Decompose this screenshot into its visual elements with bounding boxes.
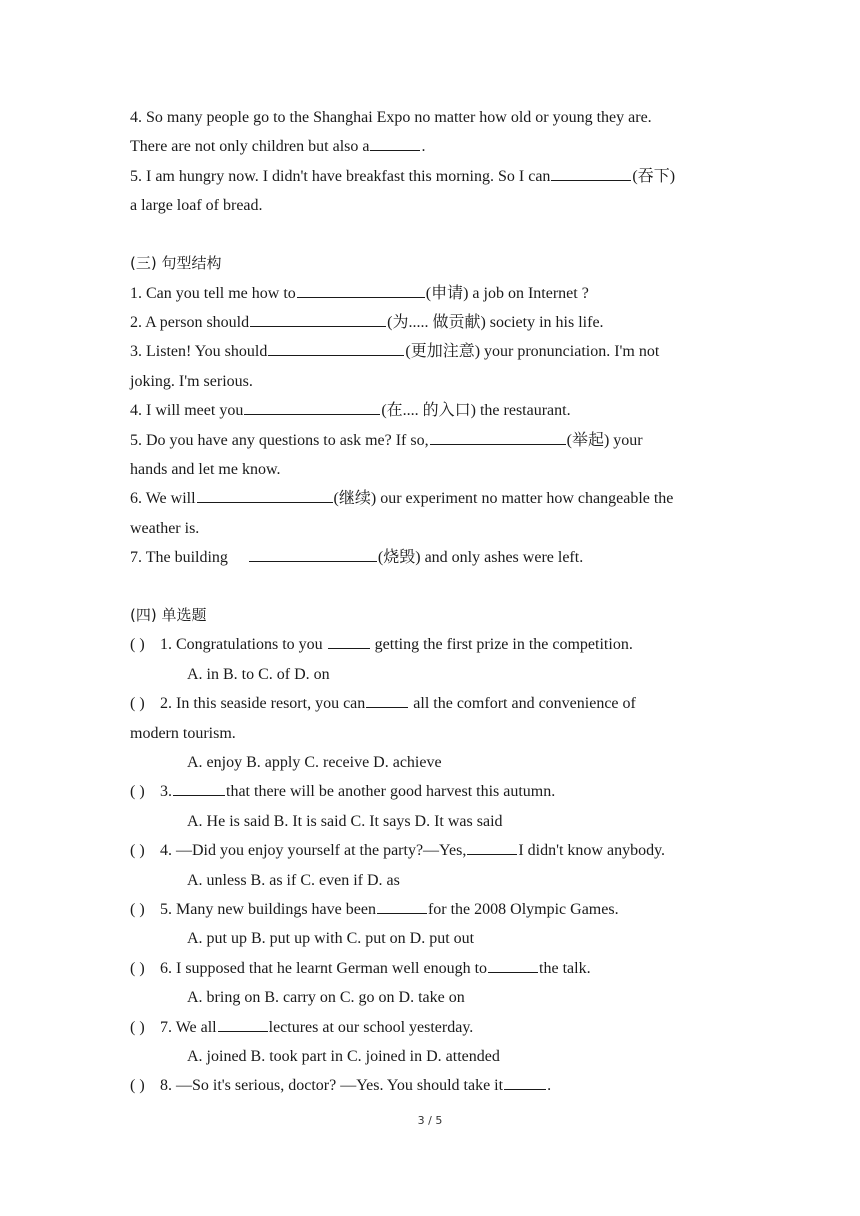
answer-blank[interactable] — [249, 546, 377, 562]
question-text: 5. Many new buildings have been — [160, 900, 376, 918]
page-number: 3 / 5 — [417, 1114, 443, 1127]
question-text: the talk. — [539, 959, 591, 977]
question-text: (烧毁) and only ashes were left. — [377, 549, 584, 567]
question-text: (举起) your — [566, 431, 643, 449]
mc-options-4: A. unless B. as if C. even if D. as — [187, 871, 400, 889]
question-text: 5. Do you have any questions to ask me? If so, — [130, 431, 429, 449]
section-4-heading: (四) 单选题 — [130, 606, 207, 625]
answer-blank[interactable] — [297, 282, 425, 298]
question-4-line-2 — [130, 132, 730, 161]
question-text: (在.... 的入口) the restaurant. — [381, 402, 571, 420]
answer-blank[interactable] — [173, 780, 225, 796]
question-text: joking. I'm serious. — [130, 372, 253, 390]
question-text: all the comfort and convenience of — [413, 695, 636, 713]
question-text: 2. In this seaside resort, you can — [160, 695, 366, 713]
answer-parentheses[interactable]: ( ) — [130, 1077, 145, 1095]
s3-question-5 — [130, 426, 730, 455]
answer-parentheses[interactable]: ( ) — [130, 695, 145, 713]
question-text: 4. I will meet you — [130, 402, 244, 420]
mc-options-5: A. put up B. put up with C. put on D. put out — [187, 930, 475, 948]
answer-blank[interactable] — [377, 898, 427, 914]
answer-parentheses[interactable]: ( ) — [130, 959, 145, 977]
mc-question-8 — [130, 1071, 730, 1100]
section-3-heading: (三) 句型结构 — [130, 254, 222, 273]
question-text: 1. Can you tell me how to — [130, 284, 296, 302]
question-hint: (吞下) — [632, 167, 676, 185]
question-text: 2. A person should — [130, 313, 250, 331]
question-text: 6. We will — [130, 490, 196, 508]
question-text: 6. I supposed that he learnt German well enough to — [160, 959, 488, 977]
answer-parentheses[interactable]: ( ) — [130, 1018, 145, 1036]
mc-question-4 — [130, 836, 730, 865]
s3-question-6-line-2 — [130, 514, 730, 543]
question-text: 7. We all — [160, 1018, 217, 1036]
question-text: (申请) a job on Internet ? — [425, 284, 589, 302]
mc-question-3 — [130, 777, 730, 806]
question-text: (继续) our experiment no matter how changeable the — [333, 490, 674, 508]
answer-blank[interactable] — [551, 165, 631, 181]
answer-blank[interactable] — [197, 487, 333, 503]
question-4-line-1 — [130, 103, 730, 132]
s3-question-3 — [130, 337, 730, 366]
answer-blank[interactable] — [370, 135, 420, 151]
s3-question-6 — [130, 484, 730, 513]
question-text: 5. I am hungry now. I didn't have breakfast this morning. So I can — [130, 167, 551, 185]
question-text: for the 2008 Olympic Games. — [427, 900, 619, 918]
question-text: weather is. — [130, 519, 200, 537]
answer-blank[interactable] — [244, 399, 380, 415]
question-text: getting the first prize in the competition. — [374, 636, 633, 654]
answer-parentheses[interactable]: ( ) — [130, 842, 145, 860]
s3-question-2 — [130, 308, 730, 337]
mc-question-5 — [130, 895, 730, 924]
question-5-line-2 — [130, 191, 730, 220]
answer-blank[interactable] — [250, 311, 386, 327]
s3-question-1 — [130, 279, 730, 308]
s3-question-7 — [130, 543, 730, 572]
question-text: lectures at our school yesterday. — [268, 1018, 474, 1036]
question-text: a large loaf of bread. — [130, 197, 263, 215]
answer-blank[interactable] — [504, 1074, 546, 1090]
s3-question-3-line-2 — [130, 367, 730, 396]
mc-question-7 — [130, 1013, 730, 1042]
mc-options-7: A. joined B. took part in C. joined in D. attended — [187, 1047, 500, 1065]
question-text: 4. —Did you enjoy yourself at the party?—Yes, — [160, 842, 467, 860]
mc-options-6: A. bring on B. carry on C. go on D. take on — [187, 989, 465, 1007]
question-text: 8. —So it's serious, doctor? —Yes. You should take it — [160, 1077, 504, 1095]
question-text: 1. Congratulations to you — [160, 636, 323, 654]
question-text: (为..... 做贡献) society in his life. — [387, 313, 604, 331]
mc-options-2: A. enjoy B. apply C. receive D. achieve — [187, 754, 442, 771]
question-text: that there will be another good harvest this autumn. — [226, 783, 556, 801]
question-text: (更加注意) your pronunciation. I'm not — [405, 343, 660, 361]
question-text: . — [547, 1077, 552, 1095]
mc-options-3: A. He is said B. It is said C. It says D. It was said — [187, 812, 503, 830]
answer-blank[interactable] — [328, 633, 370, 649]
answer-blank[interactable] — [268, 340, 404, 356]
answer-parentheses[interactable]: ( ) — [130, 900, 145, 918]
question-text: hands and let me know. — [130, 460, 281, 478]
question-text: 4. So many people go to the Shanghai Expo no matter how old or young they are. — [130, 109, 652, 126]
document-body — [130, 103, 730, 1101]
question-5-line-1 — [130, 162, 730, 191]
answer-parentheses[interactable]: ( ) — [130, 783, 145, 801]
question-text: There are not only children but also a — [130, 138, 370, 156]
answer-blank[interactable] — [218, 1016, 268, 1032]
mc-question-2-line-2: modern tourism. — [130, 724, 236, 742]
mc-question-2 — [130, 689, 730, 718]
answer-blank[interactable] — [467, 839, 517, 855]
answer-blank[interactable] — [366, 692, 408, 708]
answer-parentheses[interactable]: ( ) — [130, 636, 145, 654]
question-text: I didn't know anybody. — [518, 842, 666, 860]
answer-blank[interactable] — [430, 429, 566, 445]
question-text: 3. — [160, 783, 172, 801]
mc-question-1 — [130, 630, 730, 659]
question-text: 7. The building — [130, 549, 228, 567]
s3-question-5-line-2 — [130, 455, 730, 484]
answer-blank[interactable] — [488, 957, 538, 973]
question-text: . — [421, 138, 426, 156]
s3-question-4 — [130, 396, 730, 425]
question-text: 3. Listen! You should — [130, 343, 268, 361]
mc-question-6 — [130, 954, 730, 983]
mc-options-1: A. in B. to C. of D. on — [187, 665, 330, 683]
